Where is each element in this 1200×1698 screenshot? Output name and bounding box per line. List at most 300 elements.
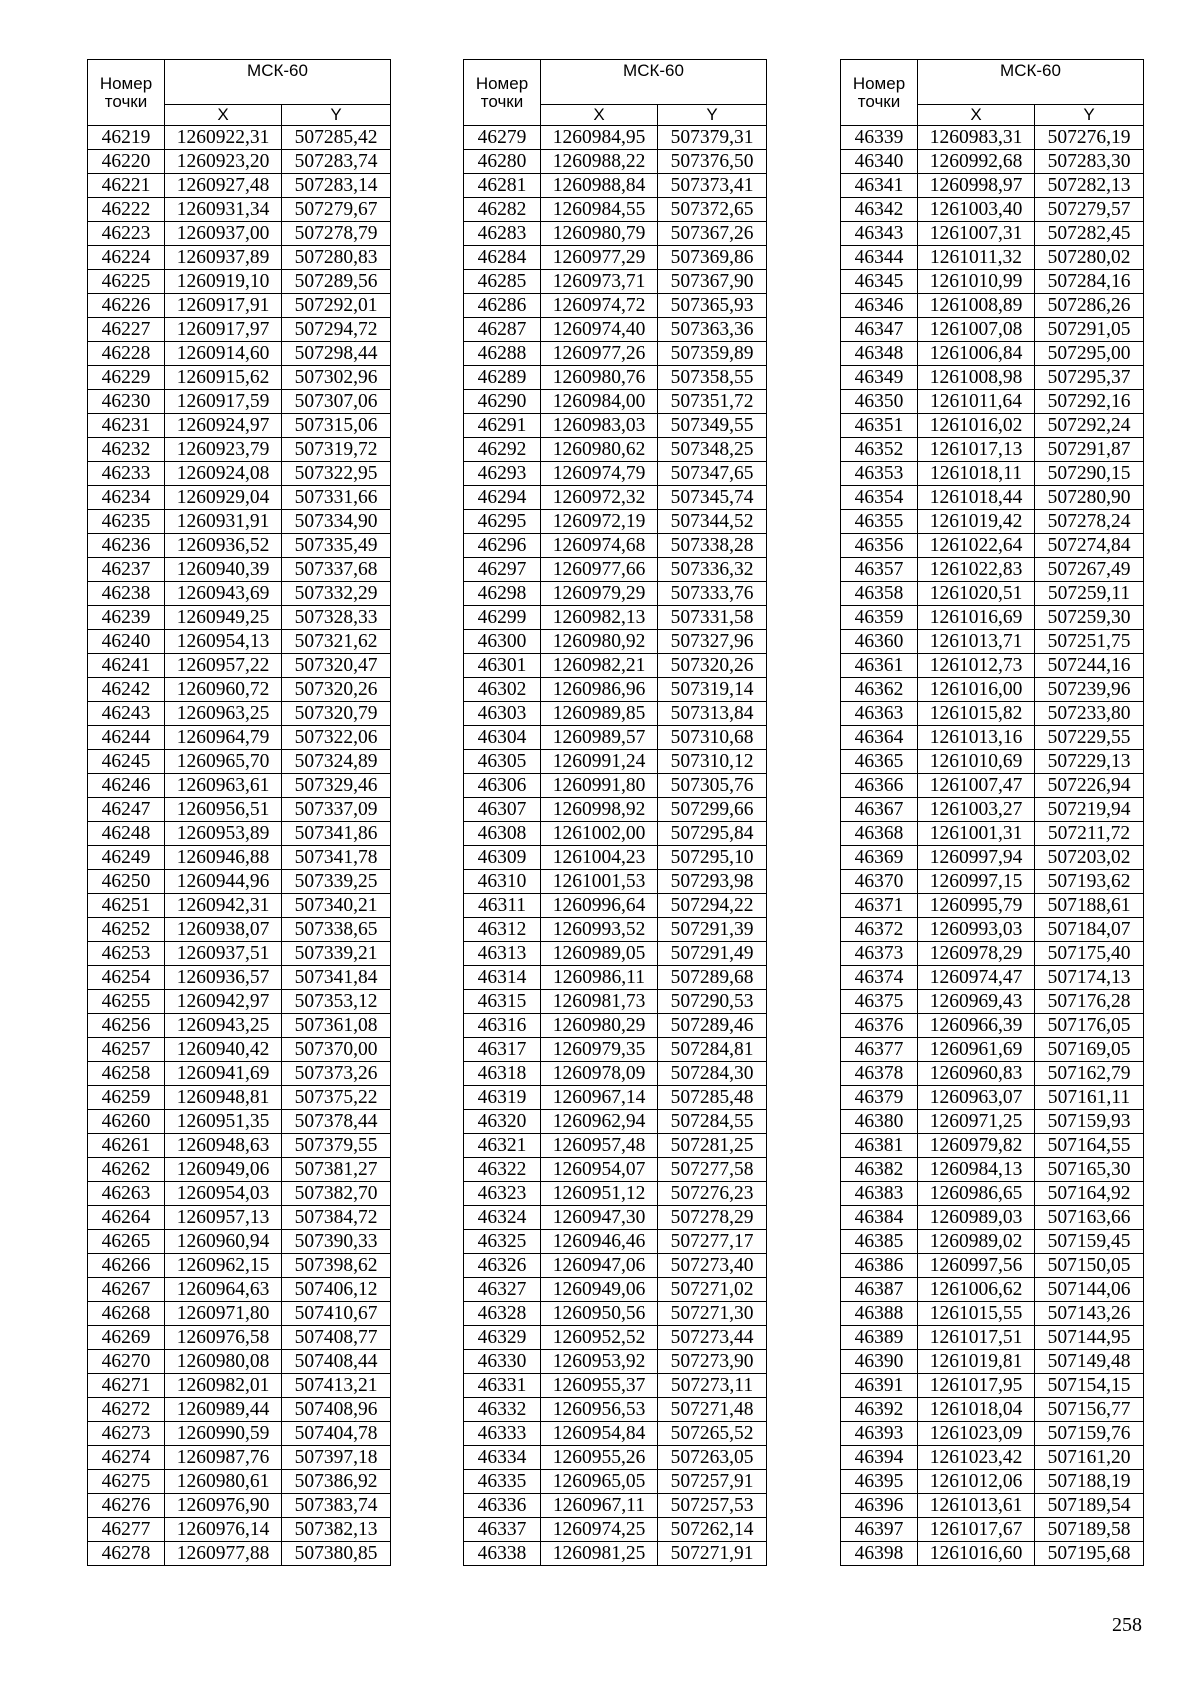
table-row (841, 606, 1144, 630)
y-coordinate-cell: 507149,48 (1035, 1350, 1144, 1374)
point-number-cell: 46349 (841, 366, 918, 390)
table-row (464, 990, 767, 1014)
point-number-cell: 46351 (841, 414, 918, 438)
x-coordinate-cell: 1261015,82 (918, 702, 1035, 726)
table-row (464, 1230, 767, 1254)
x-coordinate-cell: 1260923,20 (165, 150, 282, 174)
table-row (841, 222, 1144, 246)
y-coordinate-cell: 507408,77 (282, 1326, 391, 1350)
point-number-cell: 46287 (464, 318, 541, 342)
y-coordinate-cell: 507376,50 (658, 150, 767, 174)
point-number-cell: 46397 (841, 1518, 918, 1542)
y-coordinate-cell: 507310,68 (658, 726, 767, 750)
x-coordinate-cell: 1260980,08 (165, 1350, 282, 1374)
y-coordinate-cell: 507278,79 (282, 222, 391, 246)
table-row (88, 438, 391, 462)
point-number-cell: 46350 (841, 390, 918, 414)
point-number-cell: 46265 (88, 1230, 165, 1254)
point-number-cell: 46347 (841, 318, 918, 342)
point-number-cell: 46307 (464, 798, 541, 822)
table-row (841, 462, 1144, 486)
point-number-cell: 46361 (841, 654, 918, 678)
x-coordinate-cell: 1260956,51 (165, 798, 282, 822)
x-coordinate-cell: 1260953,89 (165, 822, 282, 846)
table-row (88, 1470, 391, 1494)
point-number-cell: 46339 (841, 126, 918, 150)
point-number-cell: 46333 (464, 1422, 541, 1446)
point-number-cell: 46298 (464, 582, 541, 606)
x-coordinate-cell: 1260963,25 (165, 702, 282, 726)
table-row (464, 1014, 767, 1038)
table-row (464, 870, 767, 894)
point-number-cell: 46249 (88, 846, 165, 870)
point-number-cell: 46269 (88, 1326, 165, 1350)
point-number-cell: 46340 (841, 150, 918, 174)
coordinate-system-header: МСК-60 (165, 60, 391, 105)
table-row (88, 918, 391, 942)
y-coordinate-cell: 507295,84 (658, 822, 767, 846)
y-coordinate-cell: 507211,72 (1035, 822, 1144, 846)
table-row (841, 918, 1144, 942)
point-number-cell: 46326 (464, 1254, 541, 1278)
coordinates-table-2 (463, 59, 767, 1566)
point-number-cell: 46308 (464, 822, 541, 846)
y-coordinate-cell: 507334,90 (282, 510, 391, 534)
x-coordinate-cell: 1260922,31 (165, 126, 282, 150)
point-number-cell: 46363 (841, 702, 918, 726)
y-coordinate-cell: 507239,96 (1035, 678, 1144, 702)
x-coordinate-cell: 1260997,15 (918, 870, 1035, 894)
x-coordinate-cell: 1260988,22 (541, 150, 658, 174)
y-coordinate-cell: 507163,66 (1035, 1206, 1144, 1230)
x-coordinate-cell: 1260978,29 (918, 942, 1035, 966)
y-coordinate-cell: 507280,83 (282, 246, 391, 270)
y-coordinate-cell: 507305,76 (658, 774, 767, 798)
table-row (841, 1446, 1144, 1470)
x-coordinate-cell: 1261017,51 (918, 1326, 1035, 1350)
point-number-cell: 46281 (464, 174, 541, 198)
point-number-cell: 46328 (464, 1302, 541, 1326)
table-row (88, 1302, 391, 1326)
point-number-cell: 46320 (464, 1110, 541, 1134)
table-row (841, 366, 1144, 390)
table-row (464, 390, 767, 414)
x-coordinate-cell: 1260967,14 (541, 1086, 658, 1110)
y-coordinate-cell: 507324,89 (282, 750, 391, 774)
x-coordinate-cell: 1260962,15 (165, 1254, 282, 1278)
y-coordinate-cell: 507251,75 (1035, 630, 1144, 654)
x-coordinate-cell: 1260998,97 (918, 174, 1035, 198)
point-number-cell: 46227 (88, 318, 165, 342)
x-coordinate-cell: 1260937,00 (165, 222, 282, 246)
x-coordinate-cell: 1260977,29 (541, 246, 658, 270)
table-row (88, 1158, 391, 1182)
point-number-cell: 46366 (841, 774, 918, 798)
point-number-cell: 46392 (841, 1398, 918, 1422)
y-coordinate-cell: 507164,92 (1035, 1182, 1144, 1206)
table-row (88, 126, 391, 150)
x-coordinate-cell: 1260960,94 (165, 1230, 282, 1254)
point-number-cell: 46256 (88, 1014, 165, 1038)
table-row (464, 1062, 767, 1086)
x-coordinate-cell: 1260954,07 (541, 1158, 658, 1182)
point-number-cell: 46224 (88, 246, 165, 270)
table-row (88, 1062, 391, 1086)
y-coordinate-cell: 507382,70 (282, 1182, 391, 1206)
table-row (464, 1350, 767, 1374)
x-coordinate-cell: 1260979,82 (918, 1134, 1035, 1158)
x-coordinate-cell: 1261020,51 (918, 582, 1035, 606)
point-number-cell: 46311 (464, 894, 541, 918)
point-number-cell: 46291 (464, 414, 541, 438)
x-coordinate-cell: 1260929,04 (165, 486, 282, 510)
point-number-cell: 46253 (88, 942, 165, 966)
point-number-cell: 46306 (464, 774, 541, 798)
y-coordinate-cell: 507338,28 (658, 534, 767, 558)
point-number-cell: 46294 (464, 486, 541, 510)
y-coordinate-cell: 507322,06 (282, 726, 391, 750)
x-coordinate-cell: 1260940,42 (165, 1038, 282, 1062)
y-coordinate-cell: 507283,30 (1035, 150, 1144, 174)
table-row (464, 1422, 767, 1446)
y-coordinate-cell: 507331,58 (658, 606, 767, 630)
table-row (464, 510, 767, 534)
x-coordinate-cell: 1260953,92 (541, 1350, 658, 1374)
table-row (464, 1302, 767, 1326)
table-row (841, 126, 1144, 150)
point-number-cell: 46295 (464, 510, 541, 534)
point-number-cell: 46329 (464, 1326, 541, 1350)
table-row (88, 1278, 391, 1302)
y-coordinate-cell: 507375,22 (282, 1086, 391, 1110)
y-coordinate-cell: 507285,42 (282, 126, 391, 150)
x-coordinate-cell: 1260993,03 (918, 918, 1035, 942)
y-coordinate-cell: 507289,68 (658, 966, 767, 990)
y-coordinate-cell: 507279,57 (1035, 198, 1144, 222)
y-coordinate-cell: 507273,40 (658, 1254, 767, 1278)
x-coordinate-cell: 1261011,64 (918, 390, 1035, 414)
y-coordinate-cell: 507320,47 (282, 654, 391, 678)
x-coordinate-cell: 1260982,13 (541, 606, 658, 630)
point-number-cell: 46270 (88, 1350, 165, 1374)
point-number-cell: 46279 (464, 126, 541, 150)
table-row (88, 270, 391, 294)
x-coordinate-cell: 1260997,56 (918, 1254, 1035, 1278)
y-coordinate-cell: 507320,26 (658, 654, 767, 678)
y-coordinate-cell: 507262,14 (658, 1518, 767, 1542)
table-row (841, 1350, 1144, 1374)
point-number-cell: 46285 (464, 270, 541, 294)
point-number-cell: 46288 (464, 342, 541, 366)
y-coordinate-cell: 507184,07 (1035, 918, 1144, 942)
table-row (88, 1206, 391, 1230)
x-coordinate-cell: 1260941,69 (165, 1062, 282, 1086)
y-coordinate-cell: 507293,98 (658, 870, 767, 894)
x-coordinate-cell: 1261011,32 (918, 246, 1035, 270)
point-number-cell: 46389 (841, 1326, 918, 1350)
table-row (464, 726, 767, 750)
point-number-cell: 46310 (464, 870, 541, 894)
y-coordinate-cell: 507347,65 (658, 462, 767, 486)
x-coordinate-cell: 1261003,40 (918, 198, 1035, 222)
y-coordinate-cell: 507321,62 (282, 630, 391, 654)
x-coordinate-cell: 1260995,79 (918, 894, 1035, 918)
point-number-cell: 46372 (841, 918, 918, 942)
table-row (841, 1230, 1144, 1254)
y-coordinate-cell: 507384,72 (282, 1206, 391, 1230)
y-coordinate-cell: 507143,26 (1035, 1302, 1144, 1326)
point-number-cell: 46251 (88, 894, 165, 918)
table-row (88, 1374, 391, 1398)
y-coordinate-cell: 507271,02 (658, 1278, 767, 1302)
y-coordinate-cell: 507313,84 (658, 702, 767, 726)
y-coordinate-cell: 507367,26 (658, 222, 767, 246)
point-number-cell: 46222 (88, 198, 165, 222)
point-number-cell: 46259 (88, 1086, 165, 1110)
x-coordinate-cell: 1260937,89 (165, 246, 282, 270)
x-coordinate-cell: 1260957,13 (165, 1206, 282, 1230)
y-coordinate-cell: 507189,54 (1035, 1494, 1144, 1518)
table-row (841, 582, 1144, 606)
y-coordinate-cell: 507277,58 (658, 1158, 767, 1182)
point-number-cell: 46327 (464, 1278, 541, 1302)
table-row (464, 270, 767, 294)
table-row (464, 1086, 767, 1110)
table-row (88, 1326, 391, 1350)
point-number-cell: 46232 (88, 438, 165, 462)
table-row (464, 414, 767, 438)
y-coordinate-cell: 507265,52 (658, 1422, 767, 1446)
point-number-cell: 46393 (841, 1422, 918, 1446)
point-number-cell: 46219 (88, 126, 165, 150)
x-header: X (165, 105, 282, 126)
x-coordinate-cell: 1260955,37 (541, 1374, 658, 1398)
table-row (88, 1134, 391, 1158)
y-coordinate-cell: 507289,46 (658, 1014, 767, 1038)
x-coordinate-cell: 1260979,29 (541, 582, 658, 606)
table-row (464, 606, 767, 630)
y-coordinate-cell: 507339,21 (282, 942, 391, 966)
x-coordinate-cell: 1260996,64 (541, 894, 658, 918)
x-coordinate-cell: 1260952,52 (541, 1326, 658, 1350)
y-coordinate-cell: 507188,61 (1035, 894, 1144, 918)
table-row (841, 510, 1144, 534)
y-coordinate-cell: 507410,67 (282, 1302, 391, 1326)
y-coordinate-cell: 507162,79 (1035, 1062, 1144, 1086)
table-row (464, 1374, 767, 1398)
table-row (464, 558, 767, 582)
y-coordinate-cell: 507159,45 (1035, 1230, 1144, 1254)
x-coordinate-cell: 1260915,62 (165, 366, 282, 390)
point-number-cell: 46373 (841, 942, 918, 966)
point-number-cell: 46263 (88, 1182, 165, 1206)
x-coordinate-cell: 1260991,80 (541, 774, 658, 798)
table-row (88, 150, 391, 174)
x-coordinate-cell: 1260986,65 (918, 1182, 1035, 1206)
table-row (841, 1182, 1144, 1206)
x-coordinate-cell: 1260936,52 (165, 534, 282, 558)
point-number-cell: 46229 (88, 366, 165, 390)
point-number-header: Номер точки (88, 60, 165, 126)
table-row (841, 318, 1144, 342)
table-row (841, 1398, 1144, 1422)
x-coordinate-cell: 1260980,62 (541, 438, 658, 462)
y-coordinate-cell: 507344,52 (658, 510, 767, 534)
point-number-cell: 46257 (88, 1038, 165, 1062)
point-number-cell: 46296 (464, 534, 541, 558)
table-row (88, 582, 391, 606)
y-coordinate-cell: 507413,21 (282, 1374, 391, 1398)
y-coordinate-cell: 507154,15 (1035, 1374, 1144, 1398)
y-coordinate-cell: 507280,02 (1035, 246, 1144, 270)
point-number-cell: 46258 (88, 1062, 165, 1086)
point-number-cell: 46284 (464, 246, 541, 270)
y-coordinate-cell: 507295,10 (658, 846, 767, 870)
y-coordinate-cell: 507398,62 (282, 1254, 391, 1278)
table-row (88, 510, 391, 534)
y-coordinate-cell: 507229,13 (1035, 750, 1144, 774)
table-row (841, 774, 1144, 798)
point-number-cell: 46376 (841, 1014, 918, 1038)
table-row (464, 1398, 767, 1422)
x-coordinate-cell: 1261007,08 (918, 318, 1035, 342)
table-row (88, 1494, 391, 1518)
point-number-cell: 46390 (841, 1350, 918, 1374)
point-number-cell: 46223 (88, 222, 165, 246)
y-coordinate-cell: 507277,17 (658, 1230, 767, 1254)
x-coordinate-cell: 1260944,96 (165, 870, 282, 894)
table-row (464, 150, 767, 174)
x-coordinate-cell: 1260974,72 (541, 294, 658, 318)
x-coordinate-cell: 1260980,76 (541, 366, 658, 390)
point-number-cell: 46380 (841, 1110, 918, 1134)
y-coordinate-cell: 507271,91 (658, 1542, 767, 1566)
x-coordinate-cell: 1261007,47 (918, 774, 1035, 798)
point-number-cell: 46274 (88, 1446, 165, 1470)
x-coordinate-cell: 1260978,09 (541, 1062, 658, 1086)
y-coordinate-cell: 507302,96 (282, 366, 391, 390)
point-number-cell: 46280 (464, 150, 541, 174)
point-number-cell: 46348 (841, 342, 918, 366)
y-coordinate-cell: 507259,11 (1035, 582, 1144, 606)
y-coordinate-cell: 507159,76 (1035, 1422, 1144, 1446)
x-coordinate-cell: 1260980,79 (541, 222, 658, 246)
x-coordinate-cell: 1260917,97 (165, 318, 282, 342)
y-coordinate-cell: 507259,30 (1035, 606, 1144, 630)
table-row (464, 1038, 767, 1062)
y-coordinate-cell: 507292,01 (282, 294, 391, 318)
y-header: Y (282, 105, 391, 126)
table-row (841, 1542, 1144, 1566)
x-coordinate-cell: 1260982,21 (541, 654, 658, 678)
x-coordinate-cell: 1260942,97 (165, 990, 282, 1014)
y-coordinate-cell: 507373,41 (658, 174, 767, 198)
x-coordinate-cell: 1260965,70 (165, 750, 282, 774)
table-row (88, 1230, 391, 1254)
point-number-cell: 46236 (88, 534, 165, 558)
y-coordinate-cell: 507315,06 (282, 414, 391, 438)
point-number-cell: 46242 (88, 678, 165, 702)
y-coordinate-cell: 507341,86 (282, 822, 391, 846)
table-row (464, 774, 767, 798)
point-number-cell: 46231 (88, 414, 165, 438)
x-coordinate-cell: 1260938,07 (165, 918, 282, 942)
x-header: X (918, 105, 1035, 126)
x-coordinate-cell: 1260987,76 (165, 1446, 282, 1470)
x-coordinate-cell: 1260917,91 (165, 294, 282, 318)
table-row (464, 126, 767, 150)
point-number-cell: 46226 (88, 294, 165, 318)
y-coordinate-cell: 507406,12 (282, 1278, 391, 1302)
table-row (464, 1470, 767, 1494)
point-number-cell: 46358 (841, 582, 918, 606)
x-coordinate-cell: 1261017,13 (918, 438, 1035, 462)
y-coordinate-cell: 507349,55 (658, 414, 767, 438)
point-number-cell: 46331 (464, 1374, 541, 1398)
point-number-cell: 46383 (841, 1182, 918, 1206)
point-number-cell: 46356 (841, 534, 918, 558)
table-row (464, 966, 767, 990)
point-number-cell: 46384 (841, 1206, 918, 1230)
point-number-cell: 46370 (841, 870, 918, 894)
point-number-cell: 46238 (88, 582, 165, 606)
y-coordinate-cell: 507291,87 (1035, 438, 1144, 462)
table-row (88, 246, 391, 270)
y-coordinate-cell: 507285,48 (658, 1086, 767, 1110)
table-row (841, 1134, 1144, 1158)
y-coordinate-cell: 507195,68 (1035, 1542, 1144, 1566)
y-coordinate-cell: 507284,81 (658, 1038, 767, 1062)
point-number-cell: 46359 (841, 606, 918, 630)
point-number-cell: 46332 (464, 1398, 541, 1422)
y-coordinate-cell: 507341,78 (282, 846, 391, 870)
table-row (88, 1518, 391, 1542)
y-coordinate-cell: 507408,96 (282, 1398, 391, 1422)
table-row (88, 1086, 391, 1110)
point-number-cell: 46322 (464, 1158, 541, 1182)
point-number-cell: 46302 (464, 678, 541, 702)
x-coordinate-cell: 1260967,11 (541, 1494, 658, 1518)
table-row (841, 246, 1144, 270)
point-number-header: Номер точки (464, 60, 541, 126)
x-coordinate-cell: 1260954,03 (165, 1182, 282, 1206)
table-row (88, 990, 391, 1014)
point-number-cell: 46293 (464, 462, 541, 486)
table-row (841, 1302, 1144, 1326)
x-coordinate-cell: 1261006,62 (918, 1278, 1035, 1302)
y-coordinate-cell: 507188,19 (1035, 1470, 1144, 1494)
y-coordinate-cell: 507244,16 (1035, 654, 1144, 678)
y-coordinate-cell: 507284,55 (658, 1110, 767, 1134)
point-number-cell: 46324 (464, 1206, 541, 1230)
point-number-cell: 46228 (88, 342, 165, 366)
table-row (841, 270, 1144, 294)
x-coordinate-cell: 1260980,92 (541, 630, 658, 654)
table-row (841, 894, 1144, 918)
y-coordinate-cell: 507291,39 (658, 918, 767, 942)
table-row (464, 678, 767, 702)
x-coordinate-cell: 1260981,25 (541, 1542, 658, 1566)
y-coordinate-cell: 507176,28 (1035, 990, 1144, 1014)
point-number-cell: 46246 (88, 774, 165, 798)
x-coordinate-cell: 1261022,64 (918, 534, 1035, 558)
y-coordinate-cell: 507295,00 (1035, 342, 1144, 366)
y-coordinate-cell: 507175,40 (1035, 942, 1144, 966)
x-coordinate-cell: 1260948,63 (165, 1134, 282, 1158)
table-row (841, 942, 1144, 966)
y-coordinate-cell: 507144,06 (1035, 1278, 1144, 1302)
table-row (841, 1374, 1144, 1398)
